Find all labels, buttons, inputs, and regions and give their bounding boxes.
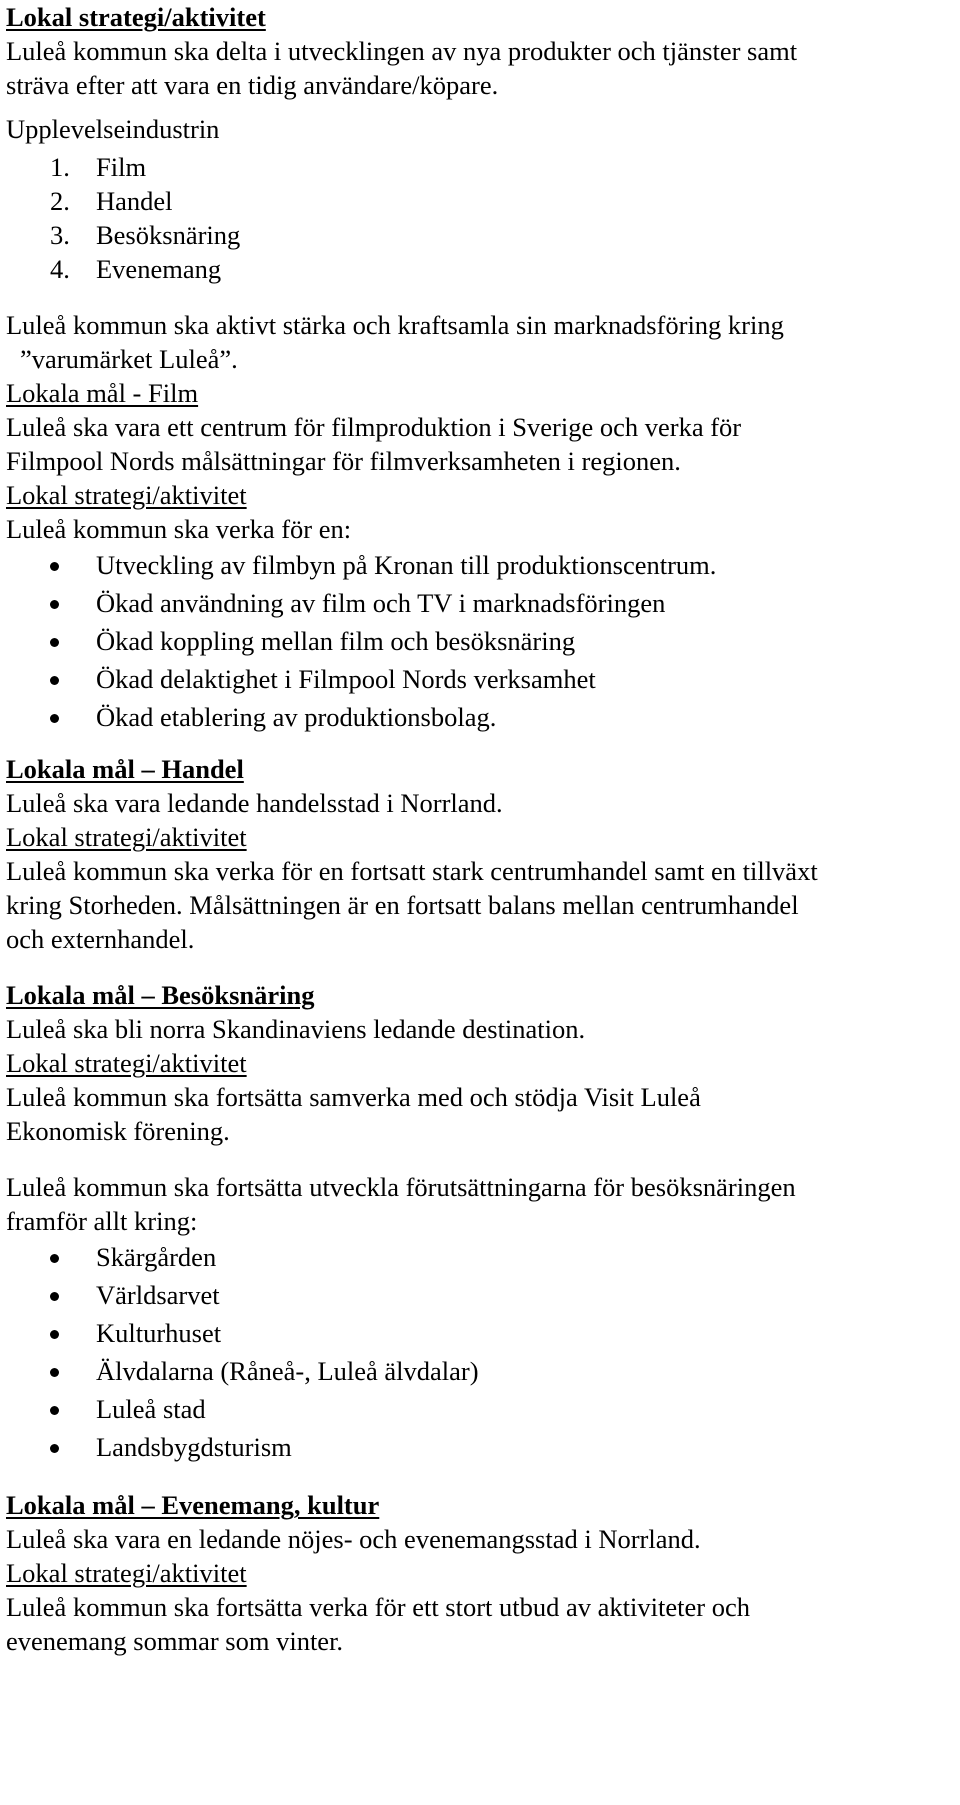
bullet-icon: [50, 638, 59, 647]
paragraph-line: Luleå kommun ska fortsätta samverka med och stödja Visit Luleå: [6, 1082, 701, 1112]
bullet-text: Ökad användning av film och TV i marknadsföringen: [96, 588, 666, 618]
strategy-heading: Lokal strategi/aktivitet: [6, 480, 247, 510]
bullet-icon: [50, 1292, 59, 1301]
list-item-label: Evenemang: [96, 254, 222, 284]
list-item-label: Besöksnäring: [96, 220, 241, 250]
list-item: [6, 150, 956, 184]
bullet-item: [6, 584, 956, 622]
paragraph-line: kring Storheden. Målsättningen är en fortsatt balans mellan centrumhandel: [6, 890, 799, 920]
bullet-text: Ökad koppling mellan film och besöksnäring: [96, 626, 576, 656]
bullet-item: [6, 1238, 956, 1276]
list-number: 3.: [50, 220, 70, 250]
spacer: [6, 102, 956, 112]
bullet-text: Skärgården: [96, 1242, 217, 1272]
paragraph-line: Luleå ska bli norra Skandinaviens ledande destination.: [6, 1014, 586, 1044]
bullet-text: Luleå stad: [96, 1394, 206, 1424]
bullet-item: [6, 1428, 956, 1466]
list-item: [6, 218, 956, 252]
bullet-icon: [50, 600, 59, 609]
goal-heading-evenemang: Lokala mål – Evenemang, kultur: [6, 1490, 380, 1520]
strategy-heading: Lokal strategi/aktivitet: [6, 822, 247, 852]
paragraph-line: Luleå kommun ska verka för en fortsatt stark centrumhandel samt en tillväxt: [6, 856, 818, 886]
bullet-text: Ökad delaktighet i Filmpool Nords verksamhet: [96, 664, 596, 694]
paragraph-line: Luleå kommun ska verka för en:: [6, 514, 352, 544]
industry-heading: Upplevelseindustrin: [6, 114, 220, 144]
bullet-text: Utveckling av filmbyn på Kronan till produktionscentrum.: [96, 550, 717, 580]
spacer: [6, 956, 956, 978]
bullet-item: [6, 546, 956, 584]
bullet-icon: [50, 1254, 59, 1263]
spacer: [6, 1466, 956, 1488]
film-bullet-list: [6, 546, 956, 736]
bullet-item: [6, 1314, 956, 1352]
paragraph-line: framför allt kring:: [6, 1206, 198, 1236]
paragraph-line: Ekonomisk förening.: [6, 1116, 230, 1146]
paragraph-line: Filmpool Nords målsättningar för filmverksamheten i regionen.: [6, 446, 681, 476]
besok-bullet-list: [6, 1238, 956, 1466]
bullet-icon: [50, 562, 59, 571]
bullet-item: [6, 622, 956, 660]
document-page: [6, 0, 956, 1658]
bullet-icon: [50, 1330, 59, 1339]
bullet-icon: [50, 1368, 59, 1377]
paragraph-line: Luleå kommun ska fortsätta verka för ett stort utbud av aktiviteter och: [6, 1592, 750, 1622]
paragraph-line: sträva efter att vara en tidig användare/köpare.: [6, 70, 499, 100]
paragraph-line: Luleå ska vara ett centrum för filmproduktion i Sverige och verka för: [6, 412, 742, 442]
goal-heading-film: Lokala mål - Film: [6, 378, 199, 408]
bullet-text: Älvdalarna (Råneå-, Luleå älvdalar): [96, 1356, 479, 1386]
list-number: 4.: [50, 254, 70, 284]
strategy-heading: Lokal strategi/aktivitet: [6, 2, 266, 32]
spacer: [6, 1148, 956, 1170]
goal-heading-besok: Lokala mål – Besöksnäring: [6, 980, 315, 1010]
industry-list: [6, 150, 956, 286]
bullet-text: Landsbygdsturism: [96, 1432, 292, 1462]
bullet-item: [6, 1352, 956, 1390]
bullet-icon: [50, 676, 59, 685]
strategy-heading: Lokal strategi/aktivitet: [6, 1048, 247, 1078]
paragraph-line: Luleå ska vara ledande handelsstad i Norrland.: [6, 788, 503, 818]
bullet-item: [6, 1390, 956, 1428]
paragraph-line: Luleå kommun ska fortsätta utveckla förutsättningarna för besöksnäringen: [6, 1172, 796, 1202]
paragraph-line: evenemang sommar som vinter.: [6, 1626, 344, 1656]
bullet-icon: [50, 1444, 59, 1453]
spacer: [6, 736, 956, 752]
paragraph-line: och externhandel.: [6, 924, 195, 954]
bullet-item: [6, 660, 956, 698]
paragraph-line: Luleå kommun ska delta i utvecklingen av nya produkter och tjänster samt: [6, 36, 798, 66]
bullet-icon: [50, 714, 59, 723]
paragraph-line: ”varumärket Luleå”.: [20, 344, 238, 374]
bullet-item: [6, 698, 956, 736]
list-number: 1.: [50, 152, 70, 182]
bullet-text: Ökad etablering av produktionsbolag.: [96, 702, 497, 732]
paragraph-line: Luleå kommun ska aktivt stärka och kraftsamla sin marknadsföring kring: [6, 310, 784, 340]
bullet-text: Kulturhuset: [96, 1318, 222, 1348]
list-item: [6, 252, 956, 286]
list-item: [6, 184, 956, 218]
list-item-label: Film: [96, 152, 147, 182]
goal-heading-handel: Lokala mål – Handel: [6, 754, 244, 784]
spacer: [6, 286, 956, 308]
list-number: 2.: [50, 186, 70, 216]
bullet-text: Världsarvet: [96, 1280, 220, 1310]
list-item-label: Handel: [96, 186, 173, 216]
paragraph-line: Luleå ska vara en ledande nöjes- och evenemangsstad i Norrland.: [6, 1524, 701, 1554]
bullet-icon: [50, 1406, 59, 1415]
bullet-item: [6, 1276, 956, 1314]
strategy-heading: Lokal strategi/aktivitet: [6, 1558, 247, 1588]
